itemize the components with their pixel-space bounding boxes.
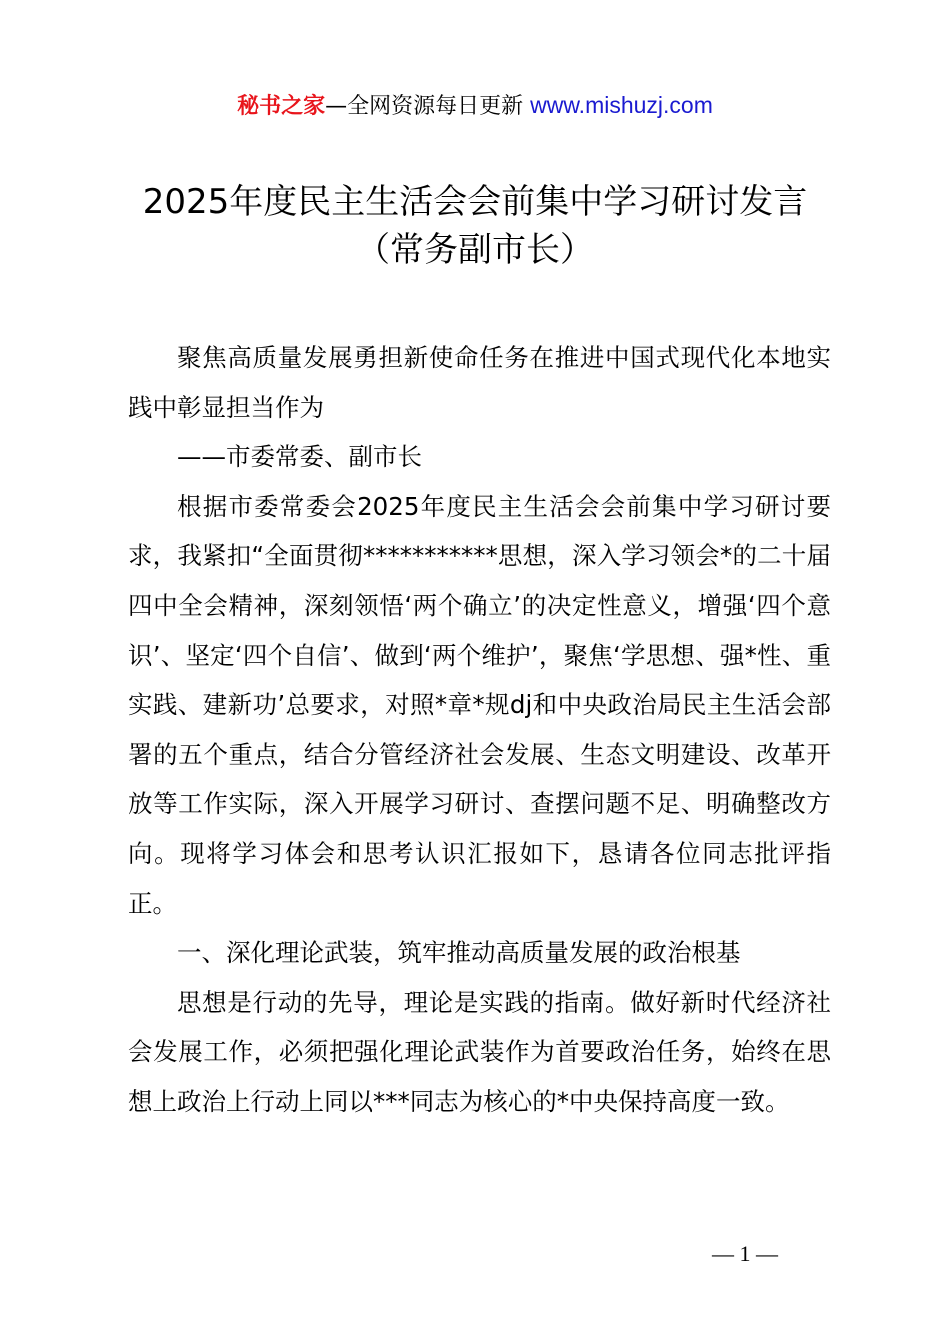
section-paragraph: 思想是行动的先导，理论是实践的指南。做好新时代经济社会发展工作，必须把强化理论武装作为首要政治任务，始终在思想上政治上行动上同以***同志为核心的*中央保持高度一致。 bbox=[128, 987, 831, 1116]
website-link[interactable]: www.mishuzj.com bbox=[530, 92, 713, 118]
page-number: — 1 — bbox=[712, 1241, 778, 1266]
document-body bbox=[128, 333, 831, 1127]
section-heading: 一、深化理论武装，筑牢推动高质量发展的政治根基 bbox=[177, 938, 741, 968]
brand-name: 秘书之家 bbox=[237, 94, 326, 119]
title-line-1: 2025年度民主生活会会前集中学习研讨发言 bbox=[142, 182, 808, 222]
title-line-2: （常务副市长） bbox=[356, 230, 594, 270]
speech-byline: ——市委常委、副市长 bbox=[177, 442, 422, 472]
banner-slogan: —全网资源每日更新 bbox=[325, 94, 531, 119]
intro-paragraph: 根据市委常委会2025年度民主生活会会前集中学习研讨要求，我紧扣“全面贯彻***********思想，深入学习领会*的二十届四中全会精神，深刻领悟‘两个确立’的决定性意义，增强‘四个意识’、坚定‘四个自信’、做到‘两个维护’，聚焦‘学思想、强*性、重实践、建新功’总要求，对照*章*规dj和中央政治局民主生活会部署的五个重点，结合分管经济社会发展、生态文明建设、改革开放等工作实际，深入开展学习研讨、查摆问题不足、明确整改方向。现将学习体会和思考认识汇报如下，恳请各位同志批评指正。 bbox=[128, 491, 831, 918]
document-title bbox=[0, 178, 950, 274]
speech-subtitle: 聚焦高质量发展勇担新使命任务在推进中国式现代化本地实践中彰显担当作为 bbox=[128, 343, 831, 422]
site-banner bbox=[0, 88, 950, 124]
